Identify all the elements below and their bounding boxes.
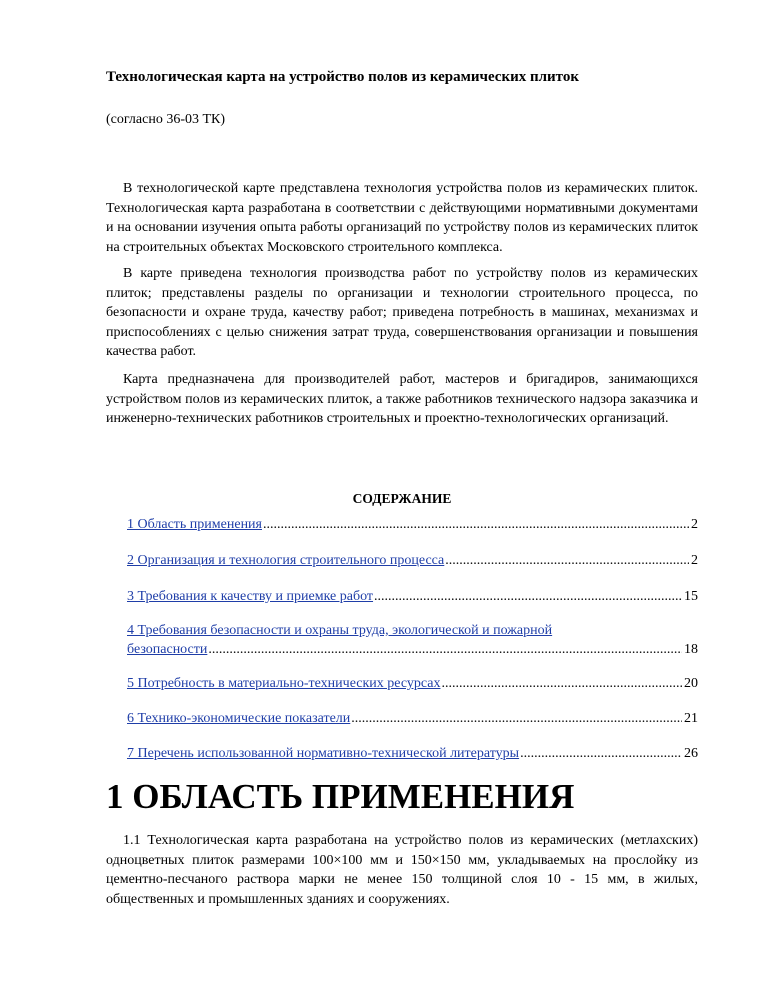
toc-item: [127, 674, 698, 693]
toc-item: [127, 744, 698, 763]
toc-leader-dots: [445, 551, 689, 570]
section-1-paragraph: 1.1 Технологическая карта разработана на устройство полов из керамических (метлахских) одноцветных плиток размерами 100×100 мм и 150×150 мм, укладываемых на прослойку из цементно-песчаного раствора марки не менее 150 толщиной слоя 10 - 15 мм, в жилых, общественных и промышленных зданиях и сооружениях.: [106, 833, 698, 907]
toc-leader-dots: [208, 640, 682, 659]
toc-leader-dots: [374, 587, 682, 606]
toc-page-number: 26: [684, 746, 698, 761]
document-subtitle: (согласно 36-03 ТК): [106, 112, 226, 127]
toc-heading: СОДЕРЖАНИЕ: [352, 491, 452, 506]
toc-page-number: 21: [684, 711, 698, 726]
section-1-heading: 1 ОБЛАСТЬ ПРИМЕНЕНИЯ: [106, 777, 575, 816]
toc-page-number: 2: [691, 517, 698, 532]
toc-link-literature[interactable]: 7 Перечень использованной нормативно-технической литературы: [127, 746, 520, 761]
toc-item: [127, 515, 698, 534]
toc-item: [127, 587, 698, 606]
toc-leader-dots: [520, 744, 682, 763]
toc-leader-dots: [263, 515, 689, 534]
toc-page-number: 2: [691, 553, 698, 568]
toc-page-number: 15: [684, 589, 698, 604]
intro-paragraph-2: В карте приведена технология производства работ по устройству полов из керамических плиток; представлены разделы по организации и технологии строительного процесса, по безопасности и охране труда, качеству работ; приведена потребность в машинах, механизмах и приспособлениях с целью снижения затрат труда, совершенствования организации и повышения качества работ.: [106, 266, 698, 359]
toc-page-number: 20: [684, 676, 698, 691]
toc-page-number: 18: [684, 642, 698, 657]
toc-leader-dots: [351, 709, 682, 728]
toc-item: [127, 551, 698, 570]
toc-link-resources[interactable]: 5 Потребность в материально-технических ресурсах: [127, 676, 441, 691]
toc-link-organization[interactable]: 2 Организация и технология строительного процесса: [127, 553, 445, 568]
intro-paragraph-1: В технологической карте представлена технология устройства полов из керамических плиток. Технологическая карта разработана в соответствии с действующими нормативными документами и на основании изучения опыта работы организаций по устройству полов из керамических плиток на строительных объектах Московского строительного комплекса.: [106, 181, 698, 255]
intro-paragraph-3: Карта предназначена для производителей работ, мастеров и бригадиров, занимающихся устройством полов из керамических плиток, а также работников технического надзора заказчика и инженерно-технических работников строительных и проектно-технологических организаций.: [106, 372, 698, 426]
toc-item: [127, 709, 698, 728]
toc-leader-dots: [441, 674, 682, 693]
toc-link-scope[interactable]: 1 Область применения: [127, 517, 262, 532]
toc-link-safety-line2[interactable]: безопасности: [127, 642, 208, 657]
toc-link-quality[interactable]: 3 Требования к качеству и приемке работ: [127, 589, 374, 604]
toc-item: [127, 621, 698, 659]
document-title: Технологическая карта на устройство полов из керамических плиток: [106, 69, 579, 85]
toc-link-economics[interactable]: 6 Технико-экономические показатели: [127, 711, 351, 726]
toc-link-safety-line1[interactable]: 4 Требования безопасности и охраны труда, экологической и пожарной: [127, 623, 553, 638]
